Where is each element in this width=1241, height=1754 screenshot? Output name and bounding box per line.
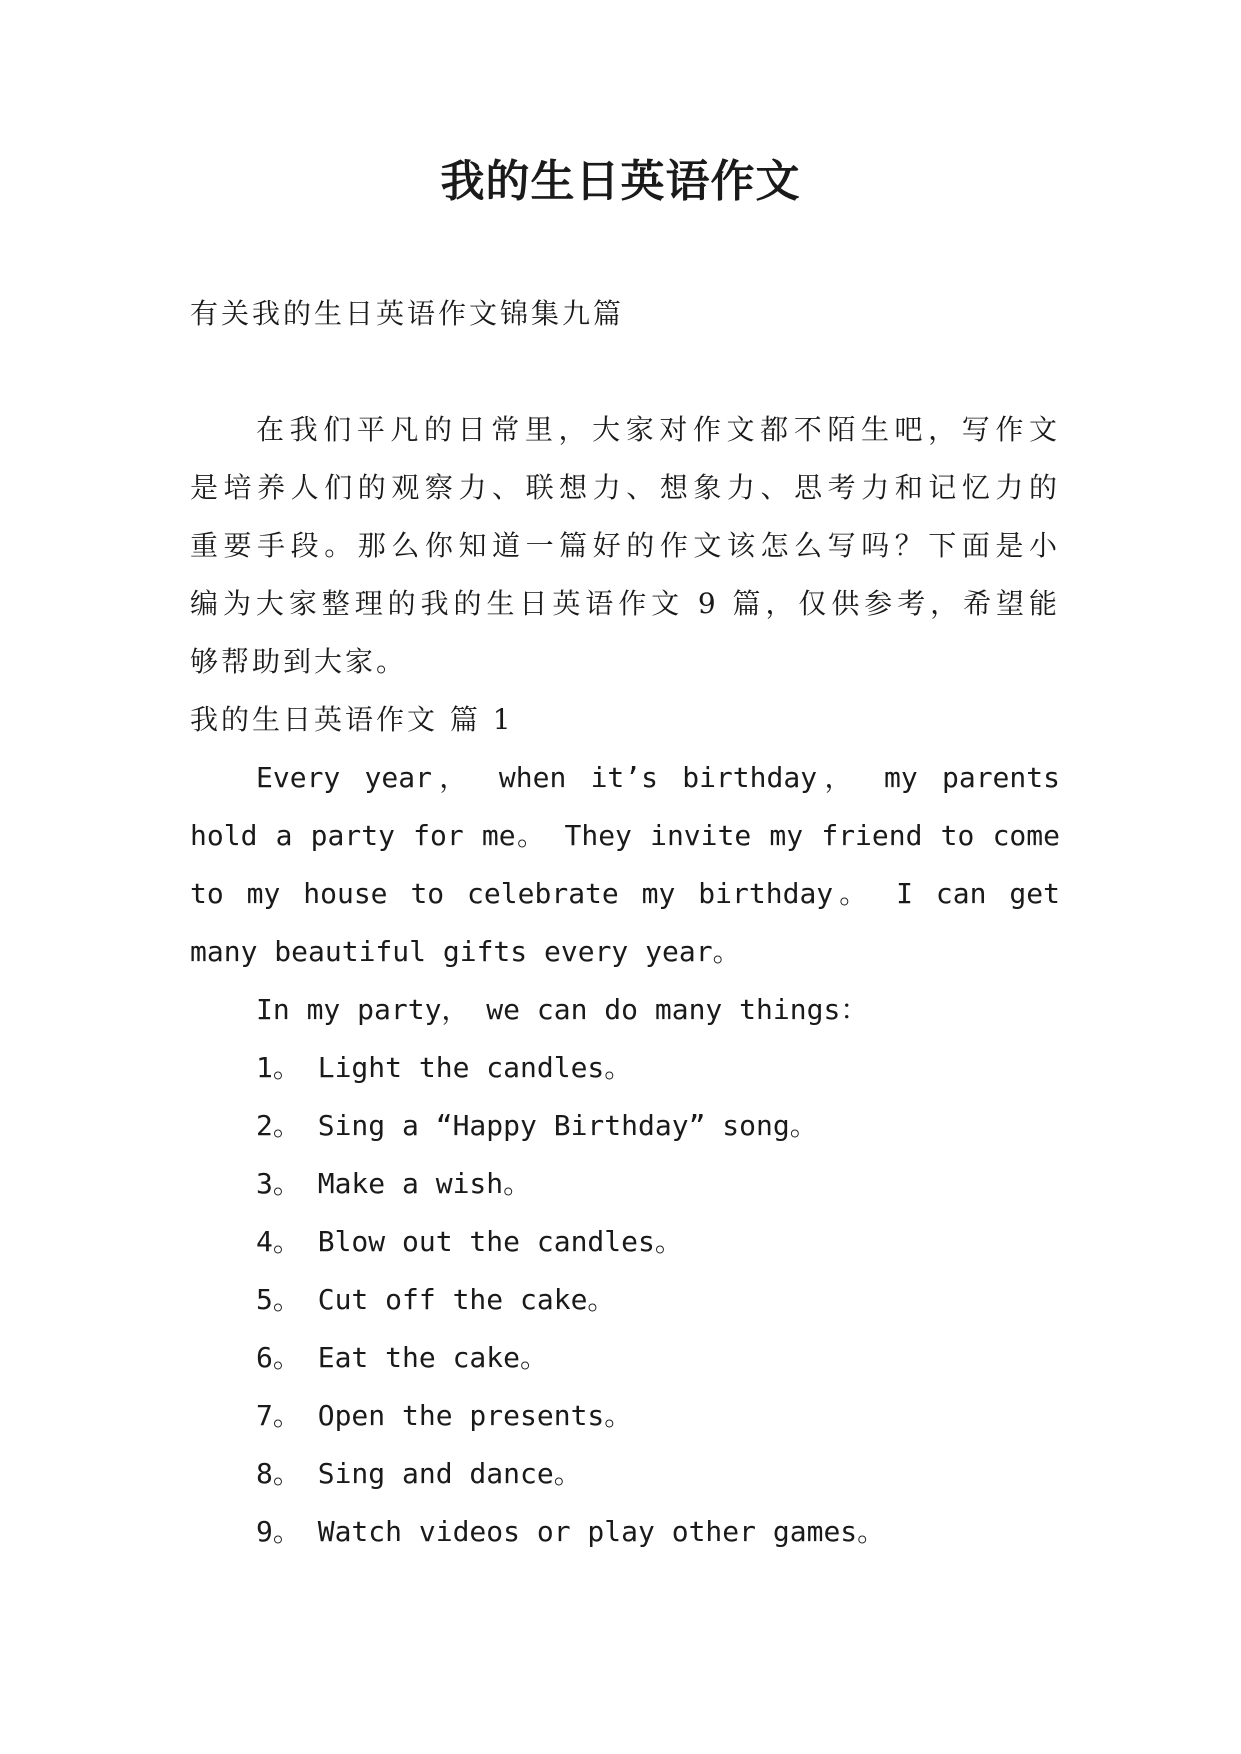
intro-line: 编为大家整理的我的生日英语作文 9 篇，仅供参考，希望能: [190, 587, 1060, 620]
list-item: 1。 Light the candles。: [256, 1051, 633, 1084]
intro-line: 重要手段。那么你知道一篇好的作文该怎么写吗？下面是小: [190, 529, 1060, 562]
list-item: 6。 Eat the cake。: [256, 1341, 549, 1374]
list-item: 5。 Cut off the cake。: [256, 1283, 616, 1316]
essay-line: many beautiful gifts every year。: [190, 935, 741, 968]
list-item: 7。 Open the presents。: [256, 1399, 633, 1432]
section-heading: 我的生日英语作文 篇 1: [190, 703, 514, 736]
list-item: 4。 Blow out the candles。: [256, 1225, 683, 1258]
essay-line: to my house to celebrate my birthday。 I can get: [190, 877, 1060, 910]
intro-line: 在我们平凡的日常里，大家对作文都不陌生吧，写作文: [256, 413, 1060, 446]
list-item: 9。 Watch videos or play other games。: [256, 1515, 886, 1548]
essay-line: Every year， when it’s birthday， my parents: [256, 761, 1060, 794]
document-subtitle: 有关我的生日英语作文锦集九篇: [190, 297, 625, 330]
list-item: 8。 Sing and dance。: [256, 1457, 582, 1490]
intro-line: 够帮助到大家。: [190, 645, 408, 678]
list-item: 2。 Sing a “Happy Birthday” song。: [256, 1109, 818, 1142]
essay-line: hold a party for me。 They invite my friend to come: [190, 819, 1060, 852]
intro-line: 是培养人们的观察力、联想力、想象力、思考力和记忆力的: [190, 471, 1060, 504]
list-item: 3。 Make a wish。: [256, 1167, 532, 1200]
party-intro: In my party， we can do many things：: [256, 993, 869, 1026]
document-title: 我的生日英语作文: [440, 156, 801, 207]
